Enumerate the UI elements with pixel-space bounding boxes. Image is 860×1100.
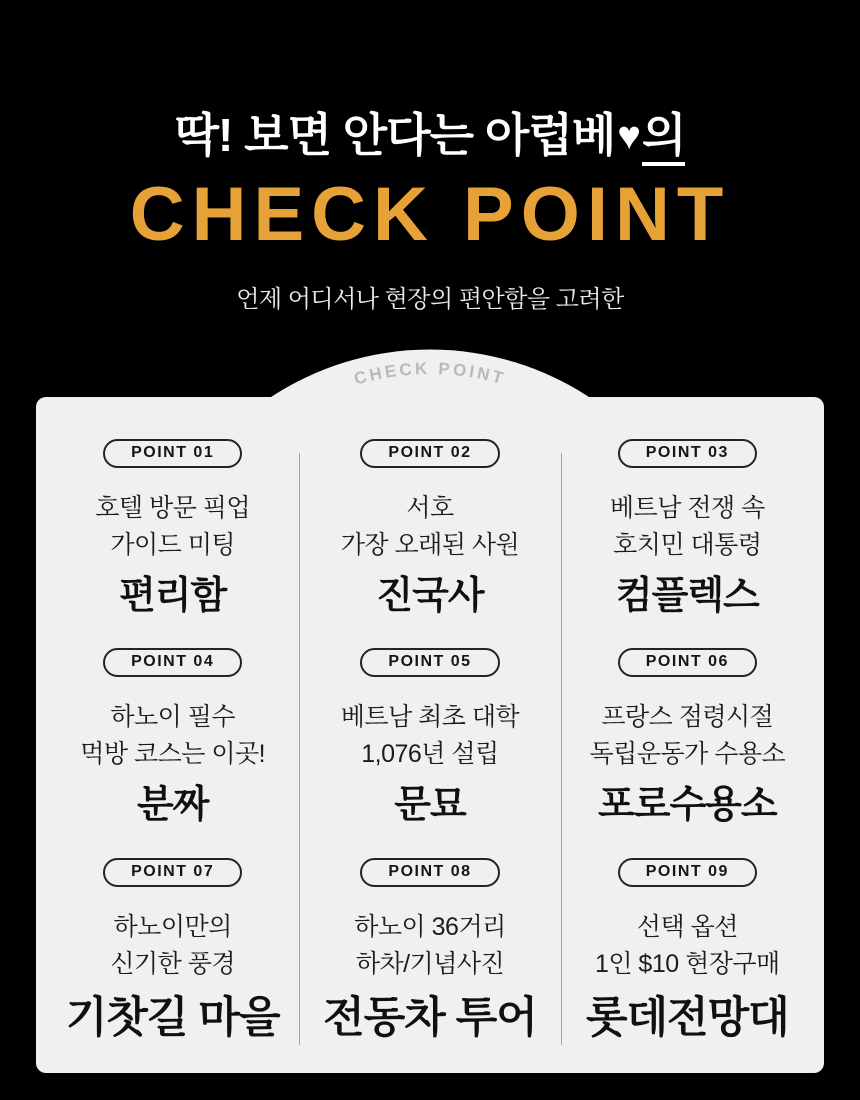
desc-line: 1인 $10 현장구매 [594, 949, 780, 978]
desc-line: 하노이만의 [113, 912, 232, 941]
page-title-text: 딱! 보면 안다는 아럽베 [174, 109, 616, 161]
point-title: 편리함 [119, 575, 227, 617]
desc-line: 호텔 방문 픽업 [95, 494, 251, 522]
point-description [595, 909, 780, 983]
desc-line: 독립운동가 수용소 [589, 740, 786, 769]
point-description [80, 699, 265, 773]
point-description [110, 909, 235, 983]
point-title: 분짜 [136, 784, 209, 827]
point-cell-01 [44, 427, 301, 636]
desc-line: 가장 오래된 사원 [340, 531, 520, 559]
desc-line: 베트남 최초 대학 [340, 703, 520, 732]
point-description [341, 699, 519, 773]
card-dome [250, 341, 610, 399]
point-title: 기찻길 마을 [65, 993, 280, 1042]
point-description [590, 699, 786, 773]
point-title: 문묘 [394, 784, 466, 827]
desc-line: 하노이 36거리 [354, 912, 506, 941]
point-title: 컴플렉스 [615, 575, 759, 617]
point-title: 포로수용소 [598, 784, 777, 827]
check-point-card [36, 358, 824, 1073]
point-cell-03 [559, 427, 816, 636]
heart-icon: ♥ [617, 114, 640, 158]
point-title: 롯데전망대 [585, 993, 789, 1042]
card-arc-label: CHECK POINT [352, 358, 509, 389]
desc-line: 선택 옵션 [636, 912, 738, 941]
desc-line: 1,076년 설립 [361, 740, 499, 769]
point-badge: POINT 03 [618, 439, 757, 468]
desc-line: 호치민 대통령 [613, 531, 762, 559]
point-title: 진국사 [376, 575, 484, 617]
point-cell-05 [301, 636, 558, 845]
point-cell-08 [301, 846, 558, 1055]
header [0, 0, 860, 314]
desc-line: 베트남 전쟁 속 [609, 494, 765, 522]
desc-line: 먹방 코스는 이곳! [80, 740, 266, 769]
point-cell-09 [559, 846, 816, 1055]
desc-line: 하노이 필수 [110, 703, 236, 732]
page-title-suffix: 의 [642, 109, 685, 166]
desc-line: 프랑스 점령시절 [601, 703, 774, 732]
point-description [354, 909, 506, 983]
point-cell-07 [44, 846, 301, 1055]
desc-line: 하차/기념사진 [355, 949, 505, 978]
point-cell-04 [44, 636, 301, 845]
point-title: 전동차 투어 [323, 993, 537, 1042]
point-badge: POINT 01 [103, 439, 242, 468]
point-badge: POINT 06 [618, 648, 757, 677]
desc-line: 신기한 풍경 [110, 949, 236, 978]
point-description [341, 490, 519, 564]
desc-line: 서호 [406, 494, 454, 522]
point-description [95, 490, 250, 564]
point-cell-02 [301, 427, 558, 636]
point-badge: POINT 02 [360, 439, 499, 468]
points-grid [44, 427, 816, 1055]
point-badge: POINT 09 [618, 858, 757, 887]
point-badge: POINT 07 [103, 858, 242, 887]
point-description [610, 490, 765, 564]
point-badge: POINT 05 [360, 648, 499, 677]
desc-line: 가이드 미팅 [110, 531, 236, 559]
check-point-headline: CHECK POINT [129, 172, 731, 258]
point-badge: POINT 04 [103, 648, 242, 677]
subtitle: 언제 어디서나 현장의 편안함을 고려한 [236, 286, 624, 314]
point-badge: POINT 08 [360, 858, 499, 887]
point-cell-06 [559, 636, 816, 845]
page-title [0, 108, 860, 163]
